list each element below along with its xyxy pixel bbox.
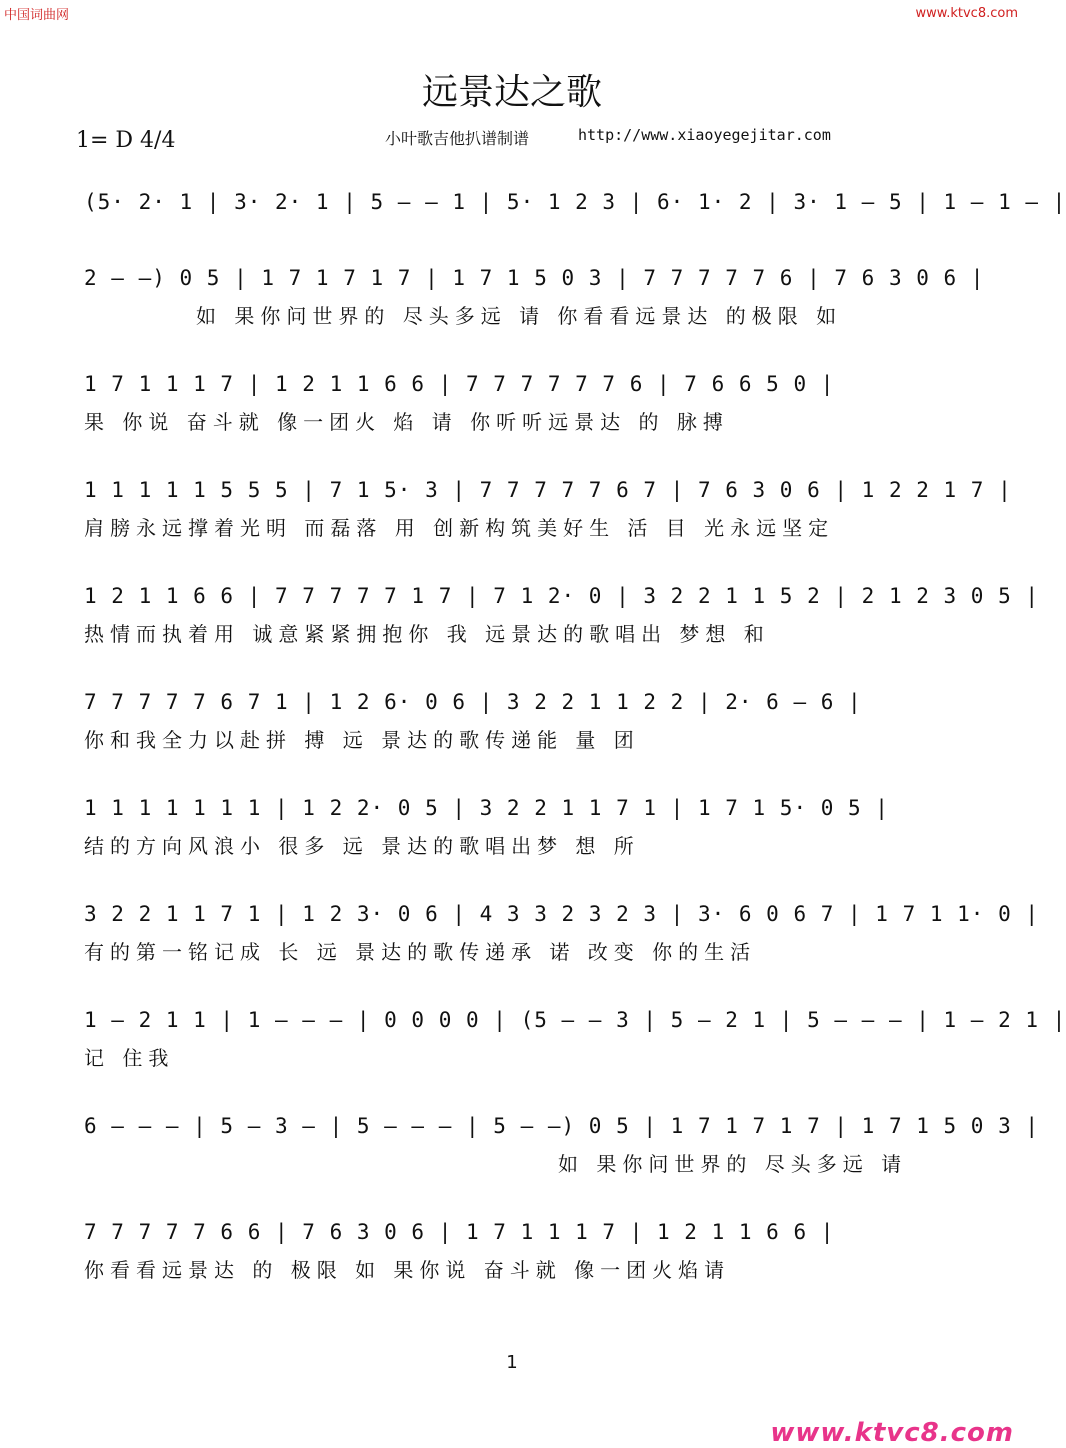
notation-row-3: 1 7 1 1 1 7 | 1 2 1 1 6 6 | 7 7 7 7 7 7 6 | 7 6 6 5 0 |: [84, 372, 835, 396]
lyric-row-2: 如 果你问世界的 尽头多远 请 你看看远景达 的极限 如: [196, 304, 843, 328]
lyric-row-4: 肩膀永远撑着光明 而磊落 用 创新构筑美好生 活 目 光永远坚定: [84, 516, 835, 540]
lyric-row-11: 你看看远景达 的 极限 如 果你说 奋斗就 像一团火焰请: [84, 1258, 731, 1282]
lyric-row-7: 结的方向风浪小 很多 远 景达的歌唱出梦 想 所: [84, 834, 640, 858]
lyric-row-5: 热情而执着用 诚意紧紧拥抱你 我 远景达的歌唱出 梦想 和: [84, 622, 770, 646]
site-url-right[interactable]: www.ktvc8.com: [915, 6, 1018, 21]
notation-row-1: (5· 2· 1 | 3· 2· 1 | 5 — — 1 | 5· 1 2 3 | 6· 1· 2 | 3· 1 — 5 | 1 — 1 — |: [84, 190, 1066, 214]
lyric-row-9: 记 住我: [84, 1046, 175, 1070]
notation-row-6: 7 7 7 7 7 6 7 1 | 1 2 6· 0 6 | 3 2 2 1 1 2 2 | 2· 6 — 6 |: [84, 690, 862, 714]
notation-row-2: 2 — —) 0 5 | 1 7 1 7 1 7 | 1 7 1 5 0 3 | 7 7 7 7 7 6 | 7 6 3 0 6 |: [84, 266, 985, 290]
key-signature: 1= D 4/4: [76, 128, 176, 153]
notation-row-8: 3 2 2 1 1 7 1 | 1 2 3· 0 6 | 4 3 3 2 3 2 3 | 3· 6 0 6 7 | 1 7 1 1· 0 |: [84, 902, 1040, 926]
notation-row-4: 1 1 1 1 1 5 5 5 | 7 1 5· 3 | 7 7 7 7 7 6 7 | 7 6 3 0 6 | 1 2 2 1 7 |: [84, 478, 1012, 502]
notation-row-7: 1 1 1 1 1 1 1 | 1 2 2· 0 5 | 3 2 2 1 1 7 1 | 1 7 1 5· 0 5 |: [84, 796, 889, 820]
song-title: 远景达之歌: [421, 72, 602, 113]
arranger-credit: 小叶歌吉他扒谱制谱: [385, 129, 530, 148]
page-number: 1: [506, 1352, 518, 1373]
watermark-logo: www.ktvc8.com: [770, 1418, 1014, 1448]
lyric-row-3: 果 你说 奋斗就 像一团火 焰 请 你听听远景达 的 脉搏: [84, 410, 729, 434]
lyric-row-8: 有的第一铭记成 长 远 景达的歌传递承 诺 改变 你的生活: [84, 940, 757, 964]
notation-row-11: 7 7 7 7 7 6 6 | 7 6 3 0 6 | 1 7 1 1 1 7 | 1 2 1 1 6 6 |: [84, 1220, 835, 1244]
notation-row-5: 1 2 1 1 6 6 | 7 7 7 7 7 1 7 | 7 1 2· 0 | 3 2 2 1 1 5 2 | 2 1 2 3 0 5 |: [84, 584, 1040, 608]
notation-row-10: 6 — — — | 5 — 3 — | 5 — — — | 5 — —) 0 5 | 1 7 1 7 1 7 | 1 7 1 5 0 3 |: [84, 1114, 1040, 1138]
lyric-row-6: 你和我全力以赴拼 搏 远 景达的歌传递能 量 团: [84, 728, 640, 752]
arranger-url[interactable]: http://www.xiaoyegejitar.com: [578, 126, 831, 144]
lyric-row-10: 如 果你问世界的 尽头多远 请: [558, 1152, 908, 1176]
site-name-left[interactable]: 中国词曲网: [4, 8, 70, 23]
notation-row-9: 1 — 2 1 1 | 1 — — — | 0 0 0 0 | (5 — — 3 | 5 — 2 1 | 5 — — — | 1 — 2 1 |: [84, 1008, 1066, 1032]
